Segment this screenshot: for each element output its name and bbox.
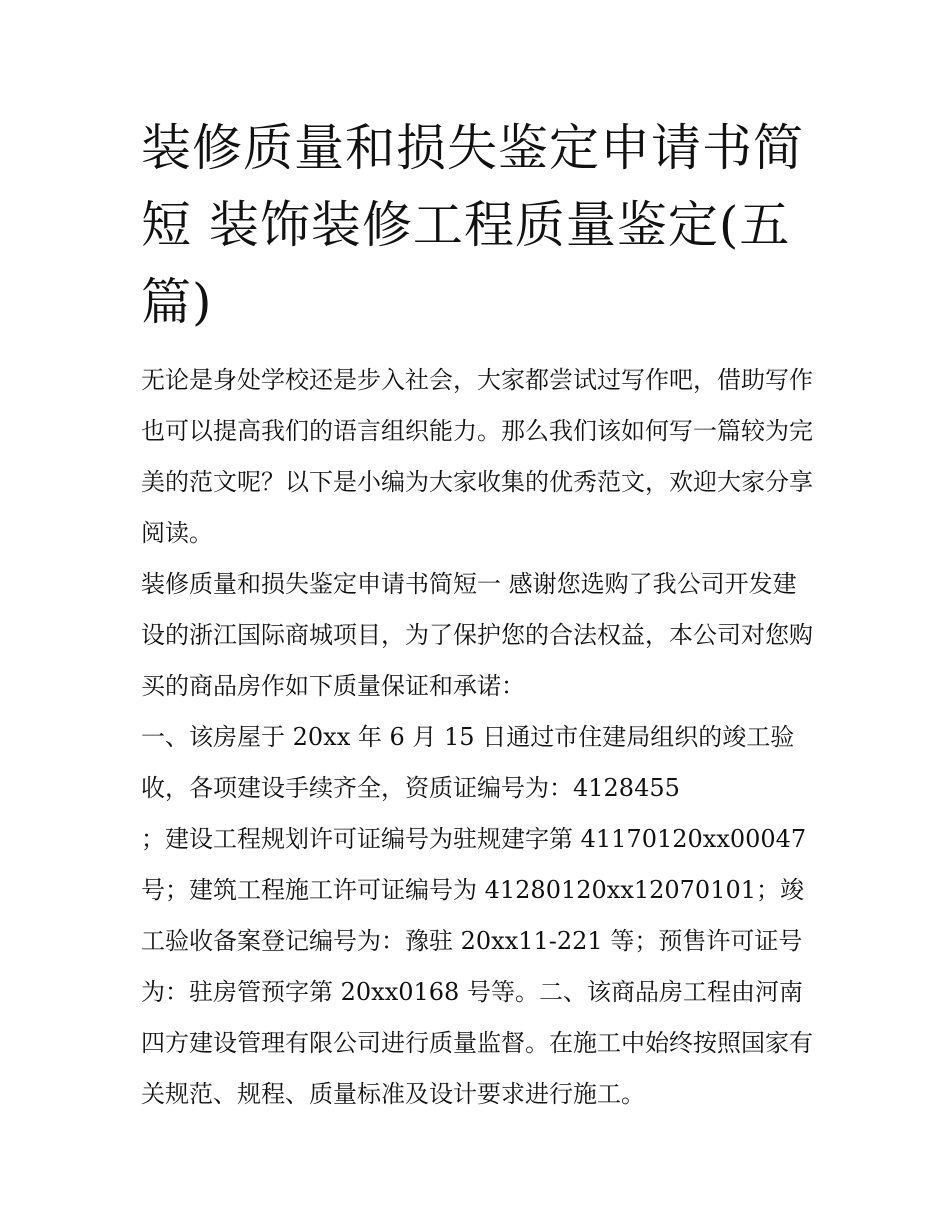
section-one-paragraph: 装修质量和损失鉴定申请书简短一 感谢您选购了我公司开发建设的浙江国际商城项目，为了保护您的合法权益，本公司对您购买的商品房作如下质量保证和承诺： bbox=[141, 570, 813, 700]
document-title: 装修质量和损失鉴定申请书简短 装饰装修工程质量鉴定(五篇) bbox=[141, 119, 804, 331]
permits-paragraph: ；建设工程规划许可证编号为驻规建字第 41170120xx00047 号；建筑工程施工许可证编号为 41280120xx12070101；竣工验收备案登记编号为：豫驻 20xx11-221 等；预售许可证号为：驻房管预字第 20xx0168 号等。二、该商品房工程由河南四方建设管理有限公司进行质量监督。在施工中始终按照国家有关规范、规程、质量标准及设计要求进行施工。 bbox=[141, 825, 813, 1108]
document-body bbox=[141, 355, 816, 1120]
intro-paragraph: 无论是身处学校还是步入社会，大家都尝试过写作吧，借助写作也可以提高我们的语言组织能力。那么我们该如何写一篇较为完美的范文呢？以下是小编为大家收集的优秀范文，欢迎大家分享阅读。 bbox=[141, 366, 813, 547]
completion-paragraph: 一、该房屋于 20xx 年 6 月 15 日通过市住建局组织的竣工验收，各项建设手续齐全，资质证编号为：4128455 bbox=[141, 723, 795, 802]
document-page bbox=[141, 110, 816, 1120]
